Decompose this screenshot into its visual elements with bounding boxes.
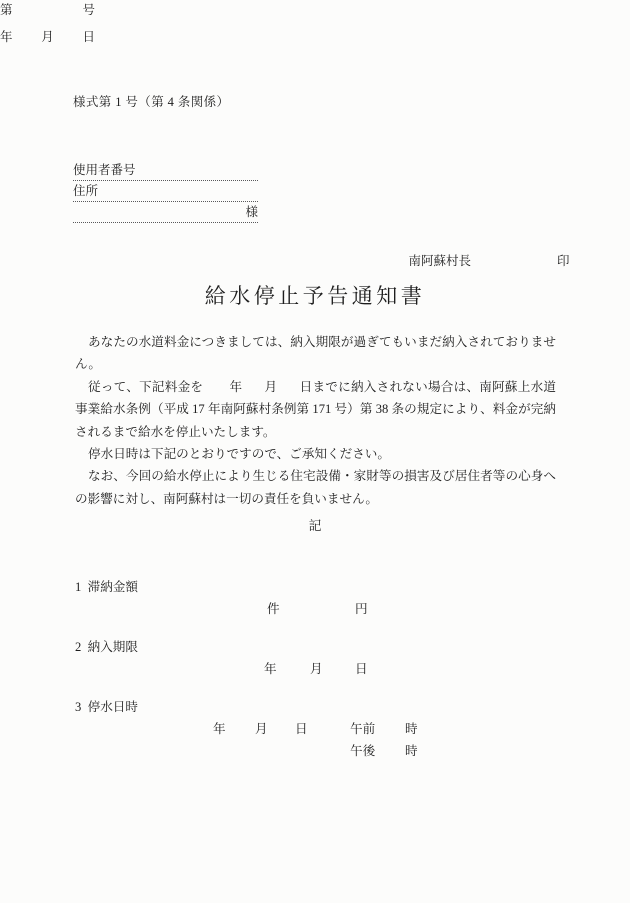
item-2-heading xyxy=(75,636,138,655)
date-year-label: 年 xyxy=(0,30,13,44)
document-date-row xyxy=(0,27,95,45)
item-1-unit-count: 件 xyxy=(267,602,280,616)
item-2-label: 納入期限 xyxy=(87,640,138,654)
customer-number-line xyxy=(73,160,258,181)
document-number-date-block xyxy=(0,0,630,45)
issuer-line xyxy=(396,236,570,284)
body-paragraph-2-part-a: 従って、下記料金を xyxy=(88,379,204,394)
item-3-year-label: 年 xyxy=(213,722,226,736)
item-3-heading xyxy=(75,696,138,715)
item-1-unit-currency: 円 xyxy=(355,602,368,616)
item-3-pm-label: 午後 xyxy=(350,744,376,758)
form-number: 様式第 1 号（第 4 条関係） xyxy=(73,95,230,109)
item-3-number: 3 xyxy=(75,700,82,714)
date-day-label: 日 xyxy=(82,30,95,44)
seal-mark: 印 xyxy=(557,254,570,268)
item-3-label: 停水日時 xyxy=(87,700,138,714)
item-3-am-hour-label: 時 xyxy=(405,722,418,736)
body-text xyxy=(75,331,556,510)
item-2-year-label: 年 xyxy=(264,662,277,676)
body-paragraph-4: なお、今回の給水停止により生じる住宅設備・家財等の損害及び居住者等の心身への影響に対し、南阿蘇村は一切の責任を負いません。 xyxy=(75,469,556,506)
item-2-number: 2 xyxy=(75,640,82,654)
customer-number-label: 使用者番号 xyxy=(73,163,136,177)
item-1-number: 1 xyxy=(75,580,82,594)
item-3-day-label: 日 xyxy=(295,722,308,736)
item-1-label: 滞納金額 xyxy=(87,580,138,594)
issuer-authority: 南阿蘇村長 xyxy=(408,254,472,268)
body-paragraph-3: 停水日時は下記のとおりですので、ご承知ください。 xyxy=(88,447,390,462)
payment-deadline-month-label: 月 xyxy=(264,379,278,394)
item-3-month-label: 月 xyxy=(255,722,268,736)
address-line xyxy=(73,181,258,202)
item-2-day-label: 日 xyxy=(355,662,368,676)
body-paragraph-1: あなたの水道料金につきましては、納入期限が過ぎてもいまだ納入されておりません。 xyxy=(75,335,556,372)
payment-deadline-year-label: 年 xyxy=(229,379,243,394)
document-number-suffix: 号 xyxy=(82,3,95,17)
body-paragraph-2-part-b: 日までに納入されない場合は、南阿蘇上水道事業給水条例（平成 17 年南阿蘇村条例第 171 号）第 38 条の規定により、料金が完納されるまで給水を停止いたします。 xyxy=(75,379,557,439)
item-3-am-label: 午前 xyxy=(350,722,376,736)
item-1-heading xyxy=(75,576,138,595)
honorific-label: 様 xyxy=(242,202,258,222)
body-paragraph-2 xyxy=(75,376,556,443)
document-number-row xyxy=(0,0,95,18)
page-title: 給水停止予告通知書 xyxy=(204,284,426,308)
recipient-name-line xyxy=(73,202,258,223)
item-2-month-label: 月 xyxy=(310,662,323,676)
ki-marker: 記 xyxy=(308,519,322,533)
date-month-label: 月 xyxy=(41,30,54,44)
recipient-block xyxy=(73,160,258,223)
address-label: 住所 xyxy=(73,184,99,198)
item-3-pm-hour-label: 時 xyxy=(405,744,418,758)
document-number-label: 第 xyxy=(0,3,13,17)
